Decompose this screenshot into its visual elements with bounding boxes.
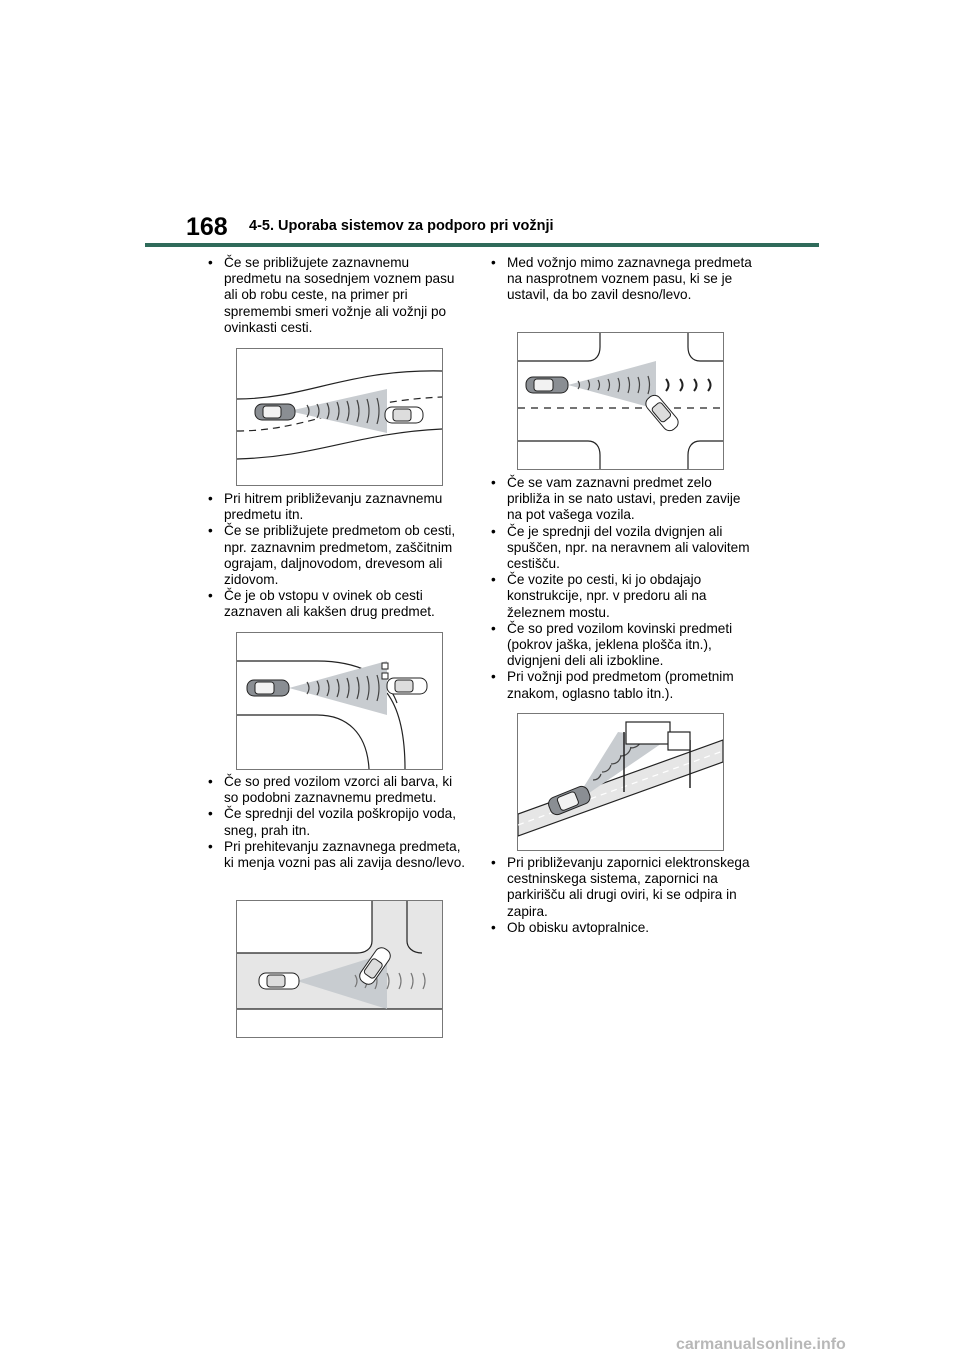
list-item: • Če je ob vstopu v ovinek ob cesti zaznaven ali kakšen drug predmet. [208,588,470,620]
overtaking-illustration [237,901,442,1037]
bullet-list [208,774,470,871]
radar-beam [289,389,387,433]
own-vehicle [526,377,568,393]
list-item: • Pri hitrem približevanju zaznavnemu predmetu itn. [208,491,470,523]
list-item: • Če sprednji del vozila poškropijo voda, sneg, prah itn. [208,806,470,838]
list-item: • Če se vam zaznavni predmet zelo približa in se nato ustavi, preden zavije na pot vašega vozila. [491,475,753,524]
overhead-sign-illustration [518,714,723,850]
list-item: • Če se približujete predmetom ob cesti, npr. zaznavnim predmetom, zaščitnim ograjam, daljnovodom, drevesom ali zidovom. [208,523,470,588]
figure-overhead-sign [517,713,724,851]
list-item: • Med vožnjo mimo zaznavnega predmeta na nasprotnem voznem pasu, ki se je ustavil, da bo zavil desno/levo. [491,255,753,304]
figure-curve-entry [236,632,443,770]
list-item: • Če so pred vozilom vzorci ali barva, ki so podobni zaznavnemu predmetu. [208,774,470,806]
curved-road-illustration [237,349,442,485]
bullet-list [208,255,470,336]
left-column [208,255,470,336]
own-vehicle [259,973,299,989]
list-item: • Pri približevanju zapornici elektronskega cestninskega sistema, zapornici na parkirišču ali drugi oviri, ki se odpira in zapira. [491,855,753,920]
page-header [0,0,960,250]
radar-beam [289,661,387,715]
radar-beam [568,361,656,409]
list-item: • Če vozite po cesti, ki jo obdajajo konstrukcije, npr. v predoru ali na železnem mostu. [491,572,753,621]
left-column [208,774,470,871]
own-vehicle [247,680,289,696]
target-vehicle [385,407,423,423]
roadside-object [382,663,388,669]
left-column [208,491,470,621]
right-column [491,475,753,702]
list-item: • Če je sprednji del vozila dvignjen ali spuščen, npr. na neravnem ali valovitem cestišču. [491,524,753,573]
header-rule [145,243,819,247]
page-number: 168 [186,213,228,241]
oncoming-turn-illustration [518,333,723,469]
right-column [491,255,753,304]
right-column [491,855,753,936]
list-item: • Pri prehitevanju zaznavnega predmeta, ki menja vozni pas ali zavija desno/levo. [208,839,470,871]
bullet-list [491,475,753,702]
list-item: • Pri vožnji pod predmetom (prometnim znakom, oglasno tablo itn.). [491,669,753,701]
list-item: • Ob obisku avtopralnice. [491,920,753,936]
target-vehicle [387,678,427,694]
curve-entry-illustration [237,633,442,769]
watermark: carmanualsonline.info [676,1336,846,1353]
bullet-list [491,855,753,936]
bullet-list [208,491,470,621]
list-item: • Če so pred vozilom kovinski predmeti (pokrov jaška, jeklena plošča itn.), dvignjeni deli ali izbokline. [491,621,753,670]
roadside-object [382,673,388,679]
figure-overtaking [236,900,443,1038]
target-vehicle [643,393,681,434]
list-item: • Če se približujete zaznavnemu predmetu na sosednjem voznem pasu ali ob robu ceste, na primer pri spremembi smeri vožnje ali vožnji po ovinkasti cesti. [208,255,470,336]
section-title: 4-5. Uporaba sistemov za podporo pri vožnji [249,218,554,234]
own-vehicle [255,404,295,420]
figure-curved-road [236,348,443,486]
figure-oncoming-turn [517,332,724,470]
bullet-list [491,255,753,304]
